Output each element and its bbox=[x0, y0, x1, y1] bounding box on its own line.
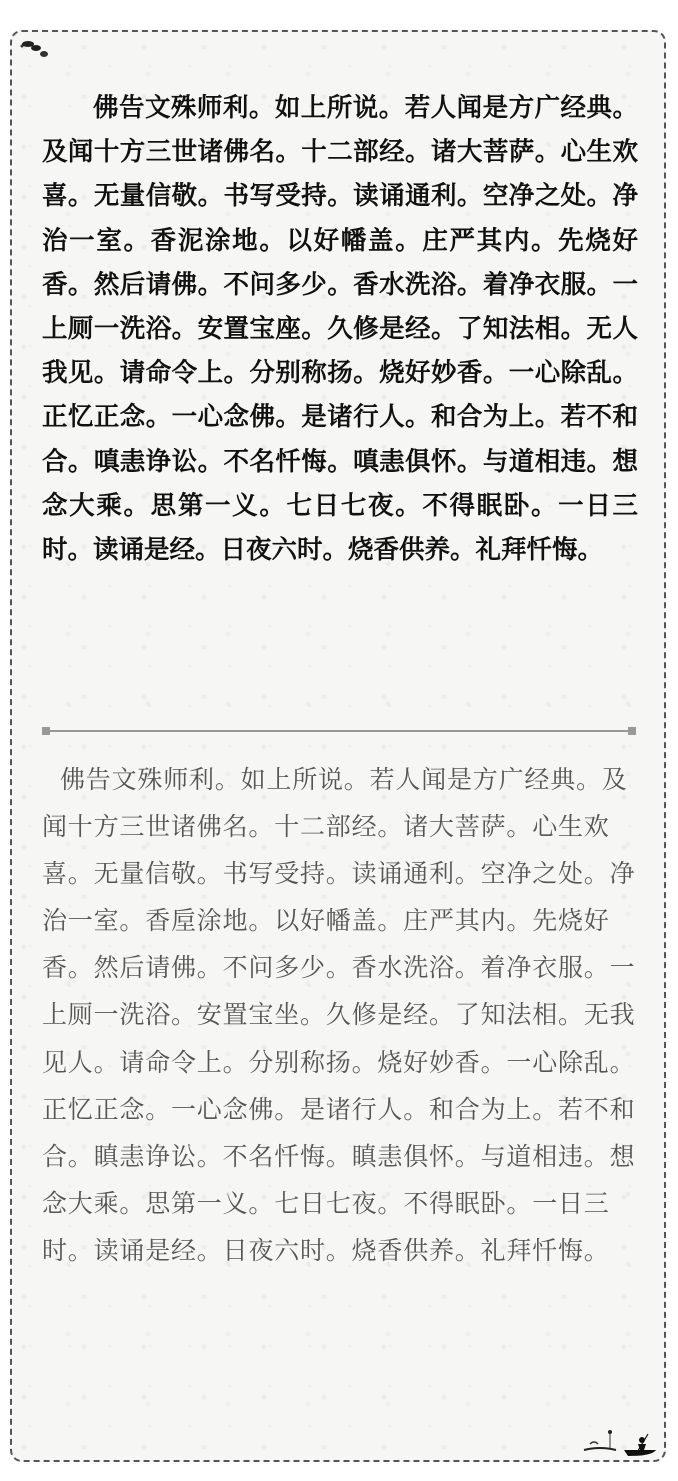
ink-splash-icon bbox=[14, 36, 50, 64]
ink-boat-scene-icon bbox=[580, 1420, 664, 1458]
scripture-passage-serif: 佛告文殊师利。如上所说。若人闻是方广经典。及闻十方三世诸佛名。十二部经。诸大菩萨。心生欢喜。无量信敬。书写受持。读诵通利。空净之处。净治一室。香垕涂地。以好幡盖。庄严其内。先烧好香。然后请佛。不问多少。香水洗浴。着净衣服。一上厕一洗浴。安置宝坐。久修是经。了知法相。无我见人。请命令上。分别称扬。烧好妙香。一心除乱。正忆正念。一心念佛。是诸行人。和合为上。若不和合。瞋恚诤讼。不名忏悔。瞋恚俱怀。与道相违。想念大乘。思第一义。七日七夜。不得眠卧。一日三时。读诵是经。日夜六时。烧香供养。礼拜忏悔。 bbox=[42, 765, 636, 1265]
section-divider bbox=[42, 727, 636, 735]
scripture-passage-bold: 佛告文殊师利。如上所说。若人闻是方广经典。及闻十方三世诸佛名。十二部经。诸大菩萨。心生欢喜。无量信敬。书写受持。读诵通利。空净之处。净治一室。香泥涂地。以好幡盖。庄严其内。先烧好香。然后请佛。不问多少。香水洗浴。着净衣服。一上厕一洗浴。安置宝座。久修是经。了知法相。无人我见。请命令上。分别称扬。烧好妙香。一心除乱。正忆正念。一心念佛。是诸行人。和合为上。若不和合。嗔恚诤讼。不名忏悔。嗔恚俱怀。与道相违。想念大乘。思第一义。七日七夜。不得眠卧。一日三时。读诵是经。日夜六时。烧香供养。礼拜忏悔。 bbox=[42, 93, 638, 566]
